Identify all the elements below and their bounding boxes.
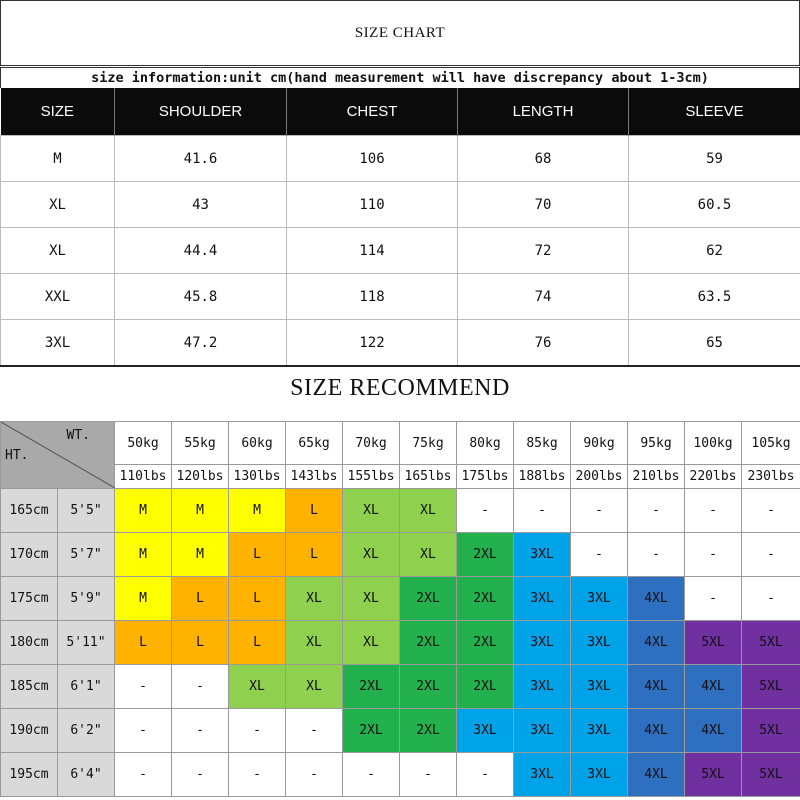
recommended-size-cell: XL [343, 489, 400, 533]
recommended-size-cell: - [742, 577, 800, 621]
recommended-size-cell: XL [400, 489, 457, 533]
weight-lbs-cell: 200lbs [571, 465, 628, 489]
weight-kg-cell: 60kg [229, 422, 286, 465]
height-cm-cell: 165cm [1, 489, 58, 533]
recommended-size-cell: L [286, 489, 343, 533]
recommended-size-cell: - [742, 533, 800, 577]
size-recommend-title: SIZE RECOMMEND [290, 374, 510, 401]
recommended-size-cell: 2XL [343, 665, 400, 709]
recommended-size-cell: - [571, 489, 628, 533]
recommended-size-cell: 2XL [400, 577, 457, 621]
measurement-cell: 74 [458, 274, 629, 320]
recommended-size-cell: - [457, 753, 514, 797]
measurement-cell: 110 [287, 182, 458, 228]
height-ft-cell: 6'2" [58, 709, 115, 753]
height-cm-cell: 195cm [1, 753, 58, 797]
recommended-size-cell: 4XL [628, 753, 685, 797]
weight-kg-cell: 75kg [400, 422, 457, 465]
recommended-size-cell: L [229, 577, 286, 621]
recommended-size-cell: M [115, 533, 172, 577]
recommended-size-cell: 3XL [571, 621, 628, 665]
header-length: LENGTH [458, 88, 629, 136]
recommended-size-cell: - [628, 533, 685, 577]
recommended-size-cell: - [172, 665, 229, 709]
recommended-size-cell: - [115, 665, 172, 709]
recommended-size-cell: - [571, 533, 628, 577]
weight-kg-cell: 80kg [457, 422, 514, 465]
measurement-cell: 118 [287, 274, 458, 320]
weight-lbs-cell: 210lbs [628, 465, 685, 489]
recommended-size-cell: 5XL [685, 753, 742, 797]
weight-lbs-cell: 110lbs [115, 465, 172, 489]
recommended-size-cell: 4XL [628, 665, 685, 709]
height-cm-cell: 175cm [1, 577, 58, 621]
size-cell: XL [1, 182, 115, 228]
recommended-size-cell: XL [400, 533, 457, 577]
recommended-size-cell: 2XL [457, 577, 514, 621]
height-ft-cell: 5'9" [58, 577, 115, 621]
size-chart-title: SIZE CHART [0, 0, 800, 66]
recommended-size-cell: L [229, 533, 286, 577]
height-cm-cell: 190cm [1, 709, 58, 753]
recommended-size-cell: L [229, 621, 286, 665]
recommended-size-cell: XL [343, 621, 400, 665]
recommended-size-cell: - [514, 489, 571, 533]
recommended-size-cell: 3XL [514, 709, 571, 753]
recommended-size-cell: 2XL [400, 665, 457, 709]
size-chart-row [1, 228, 800, 274]
recommended-size-cell: 2XL [400, 621, 457, 665]
weight-lbs-cell: 165lbs [400, 465, 457, 489]
recommended-size-cell: 4XL [685, 709, 742, 753]
height-row [1, 709, 800, 753]
recommended-size-cell: 5XL [685, 621, 742, 665]
weight-kg-cell: 65kg [286, 422, 343, 465]
weight-kg-cell: 70kg [343, 422, 400, 465]
height-ft-cell: 5'5" [58, 489, 115, 533]
measurement-cell: 60.5 [629, 182, 800, 228]
recommended-size-cell: L [286, 533, 343, 577]
measurement-cell: 70 [458, 182, 629, 228]
recommended-size-cell: 3XL [514, 533, 571, 577]
height-cm-cell: 170cm [1, 533, 58, 577]
height-cm-cell: 185cm [1, 665, 58, 709]
recommended-size-cell: 3XL [571, 753, 628, 797]
recommended-size-cell: M [115, 577, 172, 621]
recommended-size-cell: 3XL [457, 709, 514, 753]
size-chart-row [1, 182, 800, 228]
recommended-size-cell: - [172, 709, 229, 753]
height-row [1, 533, 800, 577]
recommended-size-cell: 2XL [343, 709, 400, 753]
recommended-size-cell: - [742, 489, 800, 533]
height-label: HT. [5, 448, 29, 463]
recommended-size-cell: 4XL [628, 577, 685, 621]
recommended-size-cell: - [628, 489, 685, 533]
measurement-cell: 62 [629, 228, 800, 274]
recommended-size-cell: - [685, 533, 742, 577]
recommended-size-cell: 3XL [514, 665, 571, 709]
size-recommend-table [0, 421, 800, 797]
height-row [1, 621, 800, 665]
recommended-size-cell: XL [343, 533, 400, 577]
recommended-size-cell: 5XL [742, 709, 800, 753]
recommended-size-cell: XL [343, 577, 400, 621]
measurement-cell: 63.5 [629, 274, 800, 320]
height-row [1, 753, 800, 797]
recommended-size-cell: M [229, 489, 286, 533]
measurement-cell: 47.2 [115, 320, 287, 367]
weight-lbs-cell: 130lbs [229, 465, 286, 489]
recommended-size-cell: 5XL [742, 665, 800, 709]
recommended-size-cell: - [286, 709, 343, 753]
size-chart-row [1, 136, 800, 182]
recommended-size-cell: 2XL [457, 665, 514, 709]
height-ft-cell: 6'4" [58, 753, 115, 797]
recommended-size-cell: M [172, 533, 229, 577]
measurement-cell: 106 [287, 136, 458, 182]
recommended-size-cell: 3XL [514, 577, 571, 621]
weight-lbs-cell: 143lbs [286, 465, 343, 489]
measurement-cell: 122 [287, 320, 458, 367]
measurement-cell: 72 [458, 228, 629, 274]
size-chart-table [0, 88, 800, 367]
size-cell: XXL [1, 274, 115, 320]
measurement-cell: 45.8 [115, 274, 287, 320]
weight-lbs-row [1, 465, 800, 489]
weight-lbs-cell: 155lbs [343, 465, 400, 489]
recommended-size-cell: L [115, 621, 172, 665]
size-cell: 3XL [1, 320, 115, 367]
recommended-size-cell: - [400, 753, 457, 797]
recommended-size-cell: L [172, 577, 229, 621]
weight-lbs-cell: 188lbs [514, 465, 571, 489]
weight-lbs-cell: 220lbs [685, 465, 742, 489]
recommended-size-cell: M [172, 489, 229, 533]
recommended-size-cell: 4XL [628, 709, 685, 753]
recommended-size-cell: 4XL [685, 665, 742, 709]
recommended-size-cell: - [229, 753, 286, 797]
recommended-size-cell: M [115, 489, 172, 533]
recommended-size-cell: - [115, 709, 172, 753]
recommended-size-cell: 2XL [400, 709, 457, 753]
size-cell: M [1, 136, 115, 182]
measurement-cell: 41.6 [115, 136, 287, 182]
weight-kg-cell: 55kg [172, 422, 229, 465]
size-cell: XL [1, 228, 115, 274]
recommended-size-cell: XL [286, 577, 343, 621]
recommended-size-cell: 4XL [628, 621, 685, 665]
measurement-cell: 65 [629, 320, 800, 367]
recommended-size-cell: 3XL [571, 709, 628, 753]
recommended-size-cell: - [343, 753, 400, 797]
recommended-size-cell: - [172, 753, 229, 797]
weight-kg-row [1, 422, 800, 465]
recommended-size-cell: XL [286, 665, 343, 709]
recommended-size-cell: - [457, 489, 514, 533]
weight-kg-cell: 100kg [685, 422, 742, 465]
recommended-size-cell: XL [286, 621, 343, 665]
recommended-size-cell: - [229, 709, 286, 753]
recommended-size-cell: 5XL [742, 621, 800, 665]
recommended-size-cell: 3XL [514, 753, 571, 797]
weight-kg-cell: 95kg [628, 422, 685, 465]
weight-lbs-cell: 230lbs [742, 465, 800, 489]
size-chart-header-row [1, 88, 800, 136]
height-ft-cell: 5'11" [58, 621, 115, 665]
header-shoulder: SHOULDER [115, 88, 287, 136]
header-size: SIZE [1, 88, 115, 136]
size-info-note: size information:unit cm(hand measurement will have discrepancy about 1-3cm) [0, 67, 800, 88]
recommended-size-cell: - [286, 753, 343, 797]
measurement-cell: 114 [287, 228, 458, 274]
header-sleeve: SLEEVE [629, 88, 800, 136]
recommended-size-cell: 2XL [457, 533, 514, 577]
height-ft-cell: 5'7" [58, 533, 115, 577]
weight-lbs-cell: 120lbs [172, 465, 229, 489]
height-cm-cell: 180cm [1, 621, 58, 665]
recommended-size-cell: - [115, 753, 172, 797]
height-row [1, 665, 800, 709]
height-ft-cell: 6'1" [58, 665, 115, 709]
header-chest: CHEST [287, 88, 458, 136]
weight-label: WT. [66, 428, 90, 443]
weight-kg-cell: 85kg [514, 422, 571, 465]
measurement-cell: 44.4 [115, 228, 287, 274]
recommended-size-cell: 5XL [742, 753, 800, 797]
recommended-size-cell: 3XL [571, 665, 628, 709]
recommended-size-cell: - [685, 577, 742, 621]
size-chart-row [1, 274, 800, 320]
recommended-size-cell: - [685, 489, 742, 533]
height-row [1, 577, 800, 621]
measurement-cell: 59 [629, 136, 800, 182]
recommended-size-cell: L [172, 621, 229, 665]
recommended-size-cell: 2XL [457, 621, 514, 665]
recommended-size-cell: 3XL [514, 621, 571, 665]
weight-kg-cell: 105kg [742, 422, 800, 465]
measurement-cell: 68 [458, 136, 629, 182]
weight-lbs-cell: 175lbs [457, 465, 514, 489]
weight-kg-cell: 50kg [115, 422, 172, 465]
recommended-size-cell: XL [229, 665, 286, 709]
weight-kg-cell: 90kg [571, 422, 628, 465]
height-row [1, 489, 800, 533]
recommended-size-cell: 3XL [571, 577, 628, 621]
measurement-cell: 43 [115, 182, 287, 228]
height-weight-corner [1, 422, 115, 489]
measurement-cell: 76 [458, 320, 629, 367]
